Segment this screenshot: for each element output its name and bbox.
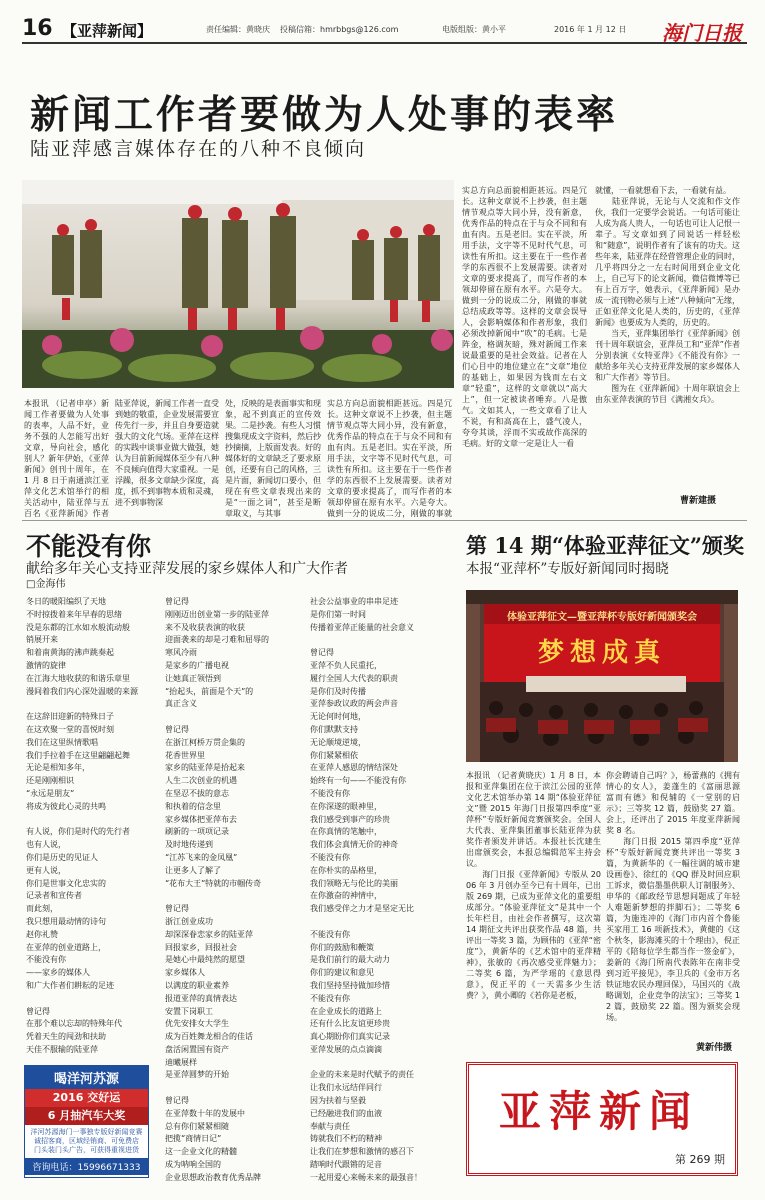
section-name: 【亚萍新闻】 (62, 22, 153, 40)
ad-note-2: 诚招客商，区域经销商、可免费店 (34, 1137, 139, 1145)
poem-subheadline: 献给多年关心支持亚萍发展的家乡媒体人和广大作者 (26, 561, 348, 577)
ad-note-1: 洋河苏源海门一事独专版好新闻竞赛 (30, 1128, 143, 1136)
poem-column-3: 社会公益事业的串串足迹 是你们第一时间 传播着亚萍正能量的社会意义 曾记得 亚萍不负人民重托， 履行全国人大代表的职责 是你们及时传播 亚萍参政议政的两会声音 无论何时何地， 你们默默支持 无论顺境逆境， 你们紧紧相依 在亚萍人感恩的情结深处 始终有一句——不能没有你 不能没有你 在你深遂的眼神里， 我们感受到事产的珍贵 在你真情的笔触中， 我们体会真情无价的神奇 不能没有你 在你朴实的品格里， 我们领略无与伦比的美丽 在你激奋的神情中， 我们感受伴之力才是坚定无比 不能没有你 你们的鼓励和鞭策 是我们前行的最大动力 你们的建议和意见 我们坚持坚持做加珍惜 不能没有你 在企业成长的道路上 还有什么比友谊更珍贵 真心期盼你们真实记录 亚萍发展的点点滴滴 企业的未来是时代赋予的责任 让我们永远结伴同行 因为扶着与坚毅 已经融进我们的血液 奉献与责任 铸就我们不朽的精神 让我们在梦想和激情的感召下 踏响时代跟锵的足音 一起用爱心来畅未来的最强音！ (310, 597, 422, 1182)
award-banner-slogan: 梦想成真 (537, 638, 666, 668)
performance-photo-image (22, 180, 454, 388)
main-subheadline: 陆亚萍感言媒体存在的八种不良倾向 (30, 138, 367, 160)
submission-email: 投稿信箱：hmrbbgs@126.com (280, 25, 399, 34)
article1-column-6: 就懂，一看就想看下去，一看就有益。 陆亚萍说，无论与人交流和作文作伙，我们一定要学会说话。一句话可能让人成为高人贵人，一句话也可让人记恨一辈子。写文章如到了同说话一样轻松和“随意”，说明作者有了该有的功夫。这些年来，陆亚萍在经营管理企业的同时，几乎将四分之一左右时间用到企业文化上，自己写下的论文新闻，微信微博等已有上百万字，她表示，《亚萍新闻》是办成一流刊物必须与上述“八种倾向”无缘，正如亚萍文化是人类的，历史的，《亚萍新闻》也要成为人类的，历史的。 当天，亚萍集团举行《亚萍新闻》创刊十周年联谊会，亚萍员工和“亚萍”作者分别表演《女特亚萍》《不能没有你》一献给多年关心支持亚萍发展的家乡媒体人和广大作者》等节目。 图为在《亚萍新闻》十周年联谊会上由东亚萍表演的节目《满湘女兵》。 (595, 186, 740, 404)
issue-number: 第 269 期 (675, 1153, 725, 1166)
article1-column-2: 陆亚萍说，新闻工作者一直受到她的敬重，企业发展需要宣传先行一步，并且自身要造就强大的文化气场。亚萍在这样的实践中谈事业做大做强，她认为目前新闻媒体至少有八种不良倾向值得大家重视。一是浮躁，很多文章缺少深度，高度，抓不到事物本质和灵魂，进不到事物深 (115, 399, 219, 507)
section-masthead: 亚萍新闻 (499, 1087, 700, 1136)
award-photo-credit: 黄新伟摄 (696, 1043, 733, 1053)
poem-headline: 不能没有你 (26, 532, 152, 561)
issue-date: 2016 年 1 月 12 日 (554, 25, 627, 34)
ad-phone: 咨询电话：15996671333 (25, 1158, 148, 1175)
award-banner-text: 体验亚萍征文—暨亚萍杯专版好新闻颁奖会 (507, 612, 697, 623)
layout-credit: 电版组版：黄小平 (442, 25, 506, 34)
ad-line-2: 2016 交好运 (25, 1089, 148, 1107)
page-number: 16 (22, 16, 53, 41)
article1-column-1: 本报讯 （记者申亭）新闻工作者要做为人处事的表率，人品不好，业务不强的人怎能写出好文章，导向社会，感化别人？新年伊始，《亚萍新闻》创刊十周年，在 1 月 8 日于南通滨江亚萍文化艺术馆举行的相关活动中，陆亚萍与五百名《亚萍新闻》作者 (24, 399, 109, 518)
ad-note-3: 门头装门头广告，可获得重视进货 (34, 1146, 139, 1154)
award-column-1: 本报讯 （记者黄晓庆）1 月 8 日，本报和亚萍集团在位于滨江公园的亚萍文化艺术馆举办第 14 期“体验亚萍征文”暨 2015 年海门日报第四季度“亚萍杯”专版好新闻竞赛颁奖会。全国人大代表、亚萍集团董事长陆亚萍为获奖作者颁发并讲话。本报社长沈建生出席颁奖会，本报总编辑范军主持会议。 海门日报《亚萍新闻》专版从 2006 年 3 月创办至今已有十周年，已出版 269 期，已成为亚萍文化的重要组成部分。“体验亚萍征文”是其中一个长年栏目，由社会作者撰写，这次第 14 期征文共评出获奖作品 48 篇，共评出一等奖 3 篇，为顾伟的《亚萍“密度”》，黄新华的《艺术馆中的亚萍精神》，张敏的《再次感受亚萍魅力》；二等奖 6 篇，为严学瑶的《意思得意》，倪正平的《一天需多少生活费？》，黄小卿的《若你是老板， (466, 771, 601, 1000)
article1-column-4: 实总方向总面貌相距甚远。四是冗长。这种文章说不上抄袭，但主题情节观点等大同小异，没有新意，优秀作品的特点在于与众不同和有血有肉。五是老旧。实在平淡，所用手法，文字等不见时代气息，可读性有所扣。这主要在于一些作者学的东西很不上发展需要。读者对文章的要求提高了，而写作者的本领却停留在原有水平。六是夸大。做到一分的说成二分，刚做的事就 (327, 399, 452, 518)
award-ceremony-photo (466, 590, 738, 762)
performance-photo (22, 180, 454, 388)
award-column-2: 你会聘请自己吗？》，杨蕾燕的《拥有情心的女人》，姜蓬生的《富丽思源 富而有德》和倪辅的《一堂别的启示》；三等奖 12 篇，鼓励奖 27 篇。会上，还评出了 2015 年度亚萍新闻奖 8 名。 海门日报 2015 第四季度“亚萍杯”专版好新闻竞赛共评出一等奖 3 篇，为黄新华的《一幅往调的城市建设画卷》、徐红的《QQ 群及时回应职工诉求，微信墨墨供职人订制服务》、申华的《邮政经节思想间题成了年轻人难题新梦想的拌脚石》；二等奖 6 篇，为施连冲的《海门市内首个鲁能买家用工 16 项新技术》，黄健的《这个秋冬，影海滩买的十个理由》，倪正平的《陪每位学生都当作一签金矿》，姜新的《海门所南代表陈年在南非受到习近平接见》，李卫兵的《金市万名铁证地农民办理回保》，马国兴的《战略调划，企业竞争的法宝》；三等奖 12 篇，鼓励奖 22 篇。图为颁奖会现场。 (606, 771, 740, 1022)
ad-line-3: 6 月抽汽车大奖 (25, 1107, 148, 1125)
article1-column-5: 实总方向总面貌相距甚远。四是冗长。这种文章说不上抄袭，但主题情节观点等大同小异，没有新意，优秀作品的特点在于与众不同和有血有肉。五是老旧。实在平淡，所用手法，文字等不见时代气息，可读性有所扣。这主要在于一些作者学的东西很不上发展需要。读者对文章的要求提高了，而写作者的本领却停留在原有水平。六是夸大。做到一分的说成二分，刚做的事就总结成政等等。这样的文章会误导人，会影响媒体和作者形象，我们必须改掉新闻中“吹”的毛病。七是阵金，格调灰暗，殊对新闻工作来说最重要的是社会效益。记者在人们心目中的地位建立在“文章”地位的基础上，如果因为钱而左右文章“轻重”，这样的文章就以“高大上”，但一定被读者唾弃。八是傲气。文如其人，一些文章看了让人不说，有和高高在上，盛气凌人，夸夸其谈，浮而不实或故作高深的毛病。好的文章一定是让人一看 (462, 186, 587, 448)
article1-column-3: 处，反映的是表面事实和现象，起不到真正的宣传效果。二是抄袭。有些人习惯搜集现成文字资料，然后抄抄摘摘，上版面发表。好的媒体好的文章缺乏了要求原创，还要有自己的风格，三是片面，新闻切口要小，但现在有些文章表现出来的是“一面之词”，甚至是断章取义，与其事 (225, 399, 321, 518)
section-masthead-box (466, 1062, 738, 1176)
ad-line-1: 喝洋河苏源 (25, 1066, 148, 1089)
editor-credit: 责任编辑：黄晓庆 (206, 25, 270, 34)
main-headline: 新闻工作者要做为人处事的表率 (30, 92, 619, 138)
page-header (22, 14, 747, 44)
article1-photo-credit: 曹新建摄 (680, 496, 717, 506)
poem-author: □金海伟 (26, 579, 66, 590)
poem-column-1: 冬日的暖阳编织了天地 不时掠拨着来年早春的思绪 没是东都的江水如水般流动般 销展开来 和着南黄海的沸声跳奏起 激情的旋律 在江海大地收获的和谐乐章里 漫间着我们内心深处温暖的来源 在这辞旧迎新的特殊日子 在这欢聚一堂的喜悦时刻 我们在这里纵情歌唱 我们手拉着手在这里翩翩起舞 无论是相知多年， 还是刚刚相识 “永远是朋友” 将成为彼此心灵的共鸣 有人说，你们是时代的先行者 也有人说， 你们是历史的见证人 更有人说， 你们是世事文化忠实的 记录者和宣传者 而此刻， 我只想用最动情的诗句 赵你礼赞 在亚萍的创业道路上， 不能没有你 ——家乡的媒体人 和广大作者们耕耘的足迹 曾记得 在那个难以忘却的特殊年代 凭着天生的闯劲和扶助 天佳不服输的陆亚萍 (26, 597, 138, 1054)
newspaper-masthead: 海门日报 (662, 21, 742, 45)
award-subheadline: 本报“亚萍杯”专版好新闻同时揭晓 (466, 561, 669, 577)
advertisement[interactable] (24, 1065, 149, 1178)
section-divider (22, 520, 747, 521)
award-headline: 第 14 期“体验亚萍征文”颁奖 (466, 533, 745, 558)
poem-column-2: 曾记得 刚刚迈出创业第一步的陆亚萍 来不及收获表演的收获 迎面袭来的却是刁难和屈辱的 寒风冷雨 是家乡的广播电视 让她真正领悟到 “抬起头，前面是个天”的 真正含义 曾记得 在浙江柯桥万贯企集的 花香世界里 家乡的陆亚萍是拾起来 人生二次创业的机遇 在坚忍不拔的意志 和执着的信念里 家乡媒体把亚萍布去 刷新的一项项记录 及时地传递到 “江苏飞来的金凤凰” 让更多人了解了 “花布大王”特就的市帼传奇 曾记得 浙江创业成功 却深深眷恋家乡的陆亚萍 回报家乡，回报社会 是她心中最纯然的愿望 家乡媒体人 以满度的职业素养 报道亚萍的真情表达 安置下岗职工 优先安排女大学生 成为百姓舞龙相合的佳话 盘活闲置国有资产 迪曦展样 是亚萍圆梦的开始 曾记得 在亚萍数十年的发展中 总有你们紧紧相随 把揽“商情日记” 这一企业文化的精髓 成为呐响全国的 企业思想政治教育优秀品牌 (165, 597, 269, 1182)
